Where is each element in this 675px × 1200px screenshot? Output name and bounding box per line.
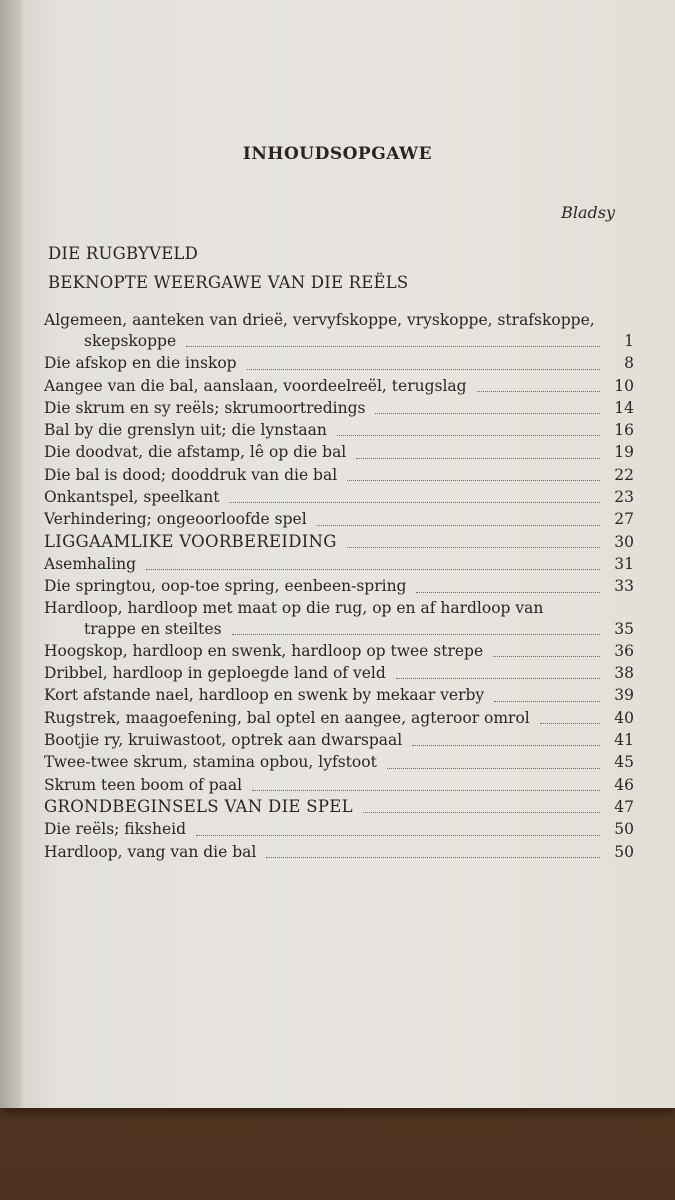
- toc-entry: [44, 662, 634, 684]
- toc-entry-label: Die reëls; fiksheid: [44, 820, 187, 839]
- toc-entry-label: Hardloop, hardloop met maat op die rug, op en af hardloop van: [44, 598, 544, 617]
- dot-leader: [363, 812, 600, 813]
- toc-page-number: 39: [614, 686, 634, 705]
- toc-entry: [44, 553, 634, 575]
- dot-leader: [540, 723, 600, 724]
- toc-entry-label: Dribbel, hardloop in geploegde land of veld: [44, 664, 386, 683]
- toc-section-heading: [44, 796, 634, 818]
- toc-entry-label: Die springtou, oop-toe spring, eenbeen-spring: [44, 577, 407, 596]
- toc-page-number: 36: [614, 641, 634, 660]
- dot-leader: [396, 678, 600, 679]
- toc-entry: [44, 310, 634, 330]
- toc-entry: [44, 598, 634, 618]
- toc-entry: [44, 575, 634, 597]
- page-column-label: Bladsy: [561, 203, 615, 222]
- dot-leader: [337, 435, 600, 436]
- toc-entry-label: LIGGAAMLIKE VOORBEREIDING: [44, 531, 337, 551]
- dot-leader: [266, 857, 600, 858]
- toc-entry: [44, 508, 634, 530]
- toc-page-number: 27: [614, 510, 634, 529]
- toc-entry: [44, 330, 634, 352]
- toc-entry: [44, 486, 634, 508]
- dot-leader: [356, 458, 600, 459]
- toc-entry-label: Die afskop en die inskop: [44, 354, 237, 373]
- toc-entry-label: Aangee van die bal, aanslaan, voordeelreël, terugslag: [44, 376, 467, 395]
- toc-page-number: 50: [614, 842, 634, 861]
- dot-leader: [375, 413, 600, 414]
- toc-entry: [44, 751, 634, 773]
- toc-entry-label: Bal by die grenslyn uit; die lynstaan: [44, 421, 327, 440]
- toc-entry-label: Hoogskop, hardloop en swenk, hardloop op twee strepe: [44, 641, 484, 660]
- toc-entry-label: skepskoppe: [84, 332, 177, 350]
- toc-entry: [44, 375, 634, 397]
- toc-page-number: 35: [614, 619, 634, 638]
- toc-page-number: 16: [614, 421, 634, 440]
- toc-page-number: 47: [614, 797, 634, 816]
- dot-leader: [416, 592, 600, 593]
- toc-entry: [44, 464, 634, 486]
- toc-page-number: 33: [614, 577, 634, 596]
- toc-page-number: 19: [614, 443, 634, 462]
- dot-leader: [196, 835, 600, 836]
- toc-page-number: 30: [614, 532, 634, 551]
- toc-entry: [44, 774, 634, 796]
- dot-leader: [252, 790, 600, 791]
- toc-entry-label: Rugstrek, maagoefening, bal optel en aangee, agteroor omrol: [44, 708, 530, 727]
- dot-leader: [347, 547, 600, 548]
- toc-page-number: 14: [614, 398, 634, 417]
- toc-entry-label: Asemhaling: [44, 554, 137, 573]
- toc-page-number: 46: [614, 775, 634, 794]
- dot-leader: [232, 634, 600, 635]
- dot-leader: [229, 502, 600, 503]
- toc-entry: [44, 729, 634, 751]
- toc-page-number: 1: [624, 332, 634, 350]
- dot-leader: [146, 569, 600, 570]
- toc-entry: [44, 818, 634, 840]
- dot-leader: [247, 369, 600, 370]
- toc-page-number: 10: [614, 376, 634, 395]
- toc-entry: [44, 707, 634, 729]
- toc-entry: [44, 684, 634, 706]
- section-heading-reels: BEKNOPTE WEERGAWE VAN DIE REËLS: [48, 273, 409, 292]
- dot-leader: [317, 525, 600, 526]
- toc-entry-label: trappe en steiltes: [84, 619, 222, 638]
- toc-page-number: 41: [614, 731, 634, 750]
- toc-page-number: 50: [614, 820, 634, 839]
- toc-page-number: 31: [614, 554, 634, 573]
- toc-entry-label: Die bal is dood; dooddruk van die bal: [44, 465, 338, 484]
- toc-entry: [44, 841, 634, 863]
- toc-page-number: 22: [614, 465, 634, 484]
- toc-entry: [44, 419, 634, 441]
- toc-entry: [44, 441, 634, 463]
- toc-entry-label: Die skrum en sy reëls; skrumoortredings: [44, 398, 366, 417]
- dot-leader: [412, 745, 600, 746]
- dot-leader: [387, 768, 600, 769]
- dot-leader: [477, 391, 600, 392]
- dot-leader: [494, 701, 600, 702]
- toc-entry: [44, 397, 634, 419]
- toc-entry-label: Die doodvat, die afstamp, lê op die bal: [44, 443, 347, 462]
- toc-page-number: 8: [624, 354, 634, 373]
- toc-page-number: 23: [614, 488, 634, 507]
- toc-section-heading: [44, 531, 634, 553]
- toc-entry-label: Twee-twee skrum, stamina opbou, lyfstoot: [44, 753, 377, 772]
- toc-entry-label: Verhindering; ongeoorloofde spel: [44, 510, 307, 529]
- toc-entry: [44, 640, 634, 662]
- toc-page-number: 45: [614, 753, 634, 772]
- toc-entry-label: Algemeen, aanteken van drieë, vervyfskoppe, vryskoppe, strafskoppe,: [44, 311, 595, 329]
- toc-entry-label: Skrum teen boom of paal: [44, 775, 243, 794]
- toc-entry-label: Kort afstande nael, hardloop en swenk by mekaar verby: [44, 686, 485, 705]
- page-title: INHOUDSOPGAWE: [242, 144, 433, 164]
- toc-entry-label: Bootjie ry, kruiwastoot, optrek aan dwarspaal: [44, 731, 403, 750]
- dot-leader: [347, 480, 600, 481]
- page-spine-edge: [0, 0, 22, 1108]
- dot-leader: [493, 656, 600, 657]
- toc-entry-label: GRONDBEGINSELS VAN DIE SPEL: [44, 796, 353, 816]
- toc-entry-label: Onkantspel, speelkant: [44, 488, 220, 507]
- toc-entry-label: Hardloop, vang van die bal: [44, 842, 257, 861]
- section-heading-rugbyveld: DIE RUGBYVELD: [48, 244, 199, 263]
- toc-entry: [44, 618, 634, 640]
- toc-entry: [44, 352, 634, 374]
- toc-page-number: 40: [614, 708, 634, 727]
- toc-page-number: 38: [614, 664, 634, 683]
- toc-list: [44, 310, 634, 863]
- dot-leader: [186, 346, 600, 347]
